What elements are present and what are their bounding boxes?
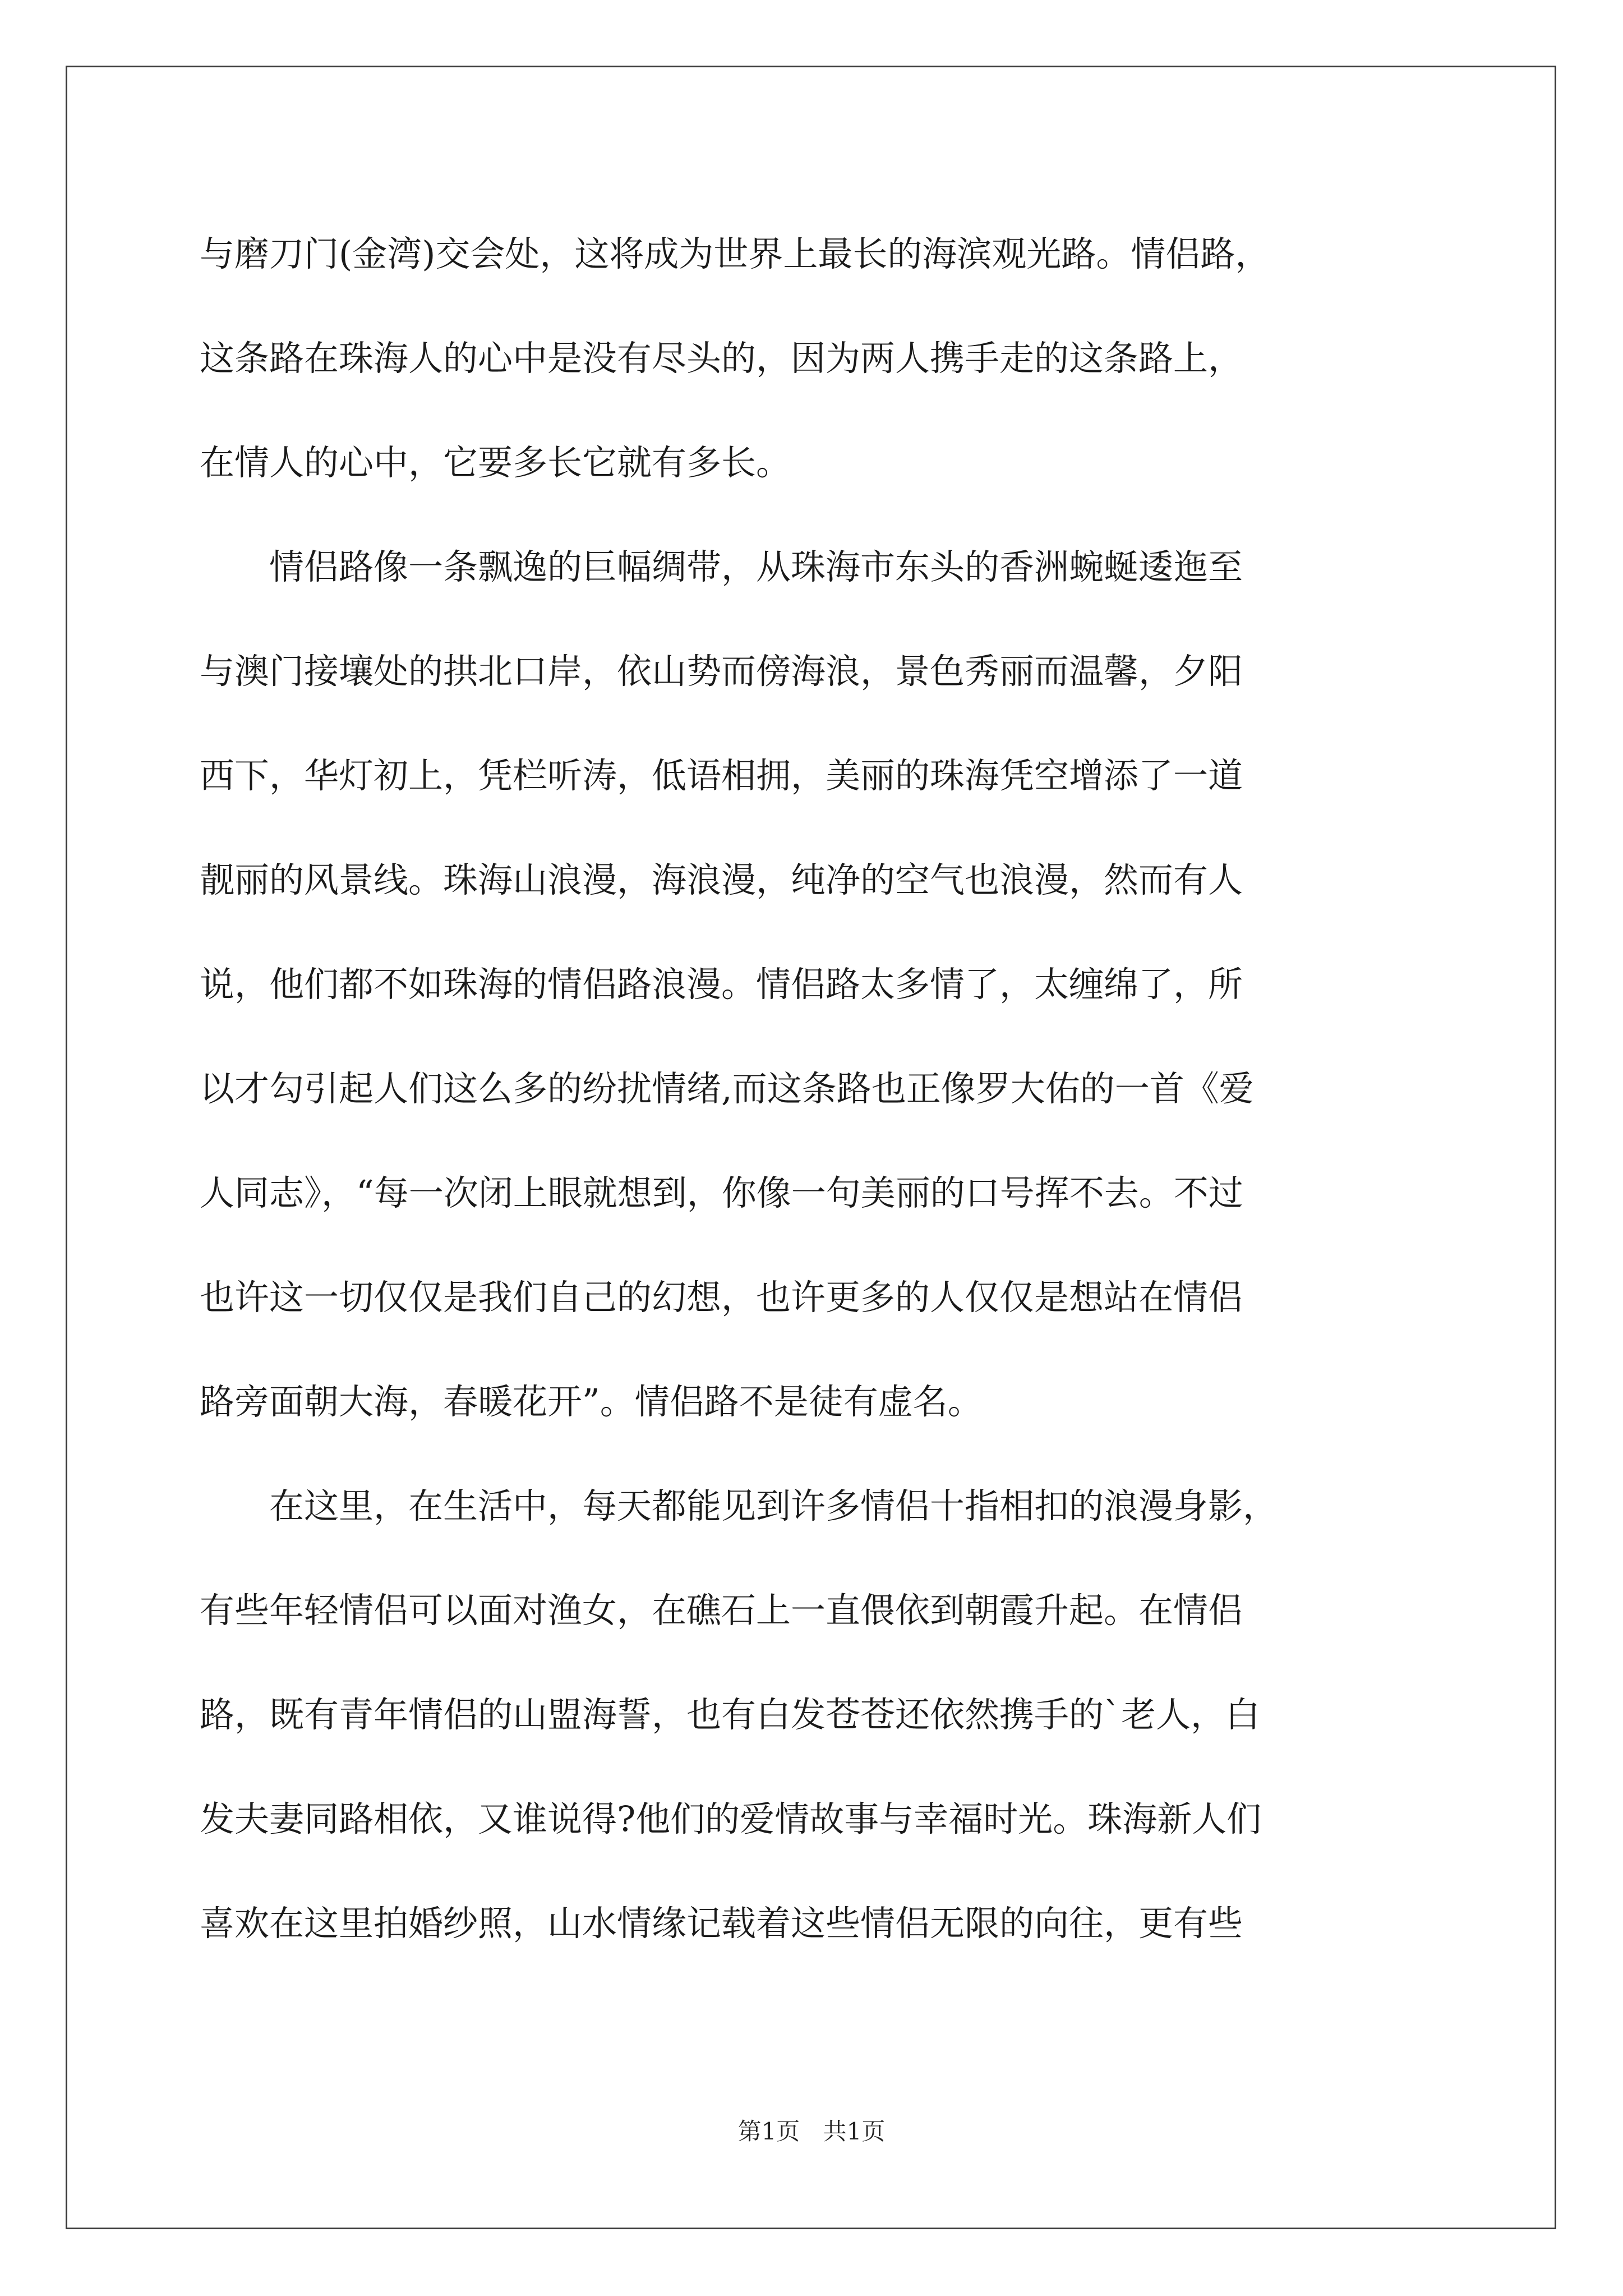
text-line: 在情人的心中，它要多长它就有多长。 [200,442,791,483]
text-line: 在这里，在生活中，每天都能见到许多情侣十指相扣的浪漫身影， [200,1485,1278,1526]
text-line: 靓丽的风景线。珠海山浪漫，海浪漫，纯净的空气也浪漫，然而有人 [200,859,1243,900]
text-line: 说，他们都不如珠海的情侣路浪漫。情侣路太多情了，太缠绵了，所 [200,964,1243,1005]
text-line: 这条路在珠海人的心中是没有尽头的，因为两人携手走的这条路上， [200,338,1243,379]
text-line: 情侣路像一条飘逸的巨幅绸带，从珠海市东头的香洲蜿蜒逶迤至 [200,546,1243,587]
text-line: 以才勾引起人们这么多的纷扰情绪,而这条路也正像罗大佑的一首《爱 [200,1068,1254,1109]
text-line: 喜欢在这里拍婚纱照，山水情缘记载着这些情侣无限的向往，更有些 [200,1903,1243,1944]
text-line: 也许这一切仅仅是我们自己的幻想，也许更多的人仅仅是想站在情侣 [200,1277,1243,1318]
page-footer [0,2115,1623,2148]
page-number: 第1页 [737,2118,800,2145]
text-line: 与磨刀门(金湾)交会处，这将成为世界上最长的海滨观光路。情侣路， [200,233,1270,274]
text-line: 路，既有青年情侣的山盟海誓，也有白发苍苍还依然携手的`老人，白 [200,1694,1261,1735]
text-line: 发夫妻同路相依，又谁说得?他们的爱情故事与幸福时光。珠海新人们 [200,1798,1262,1839]
text-line: 人同志》，“每一次闭上眼就想到，你像一句美丽的口号挥不去。不过 [200,1172,1243,1213]
text-line: 与澳门接壤处的拱北口岸，依山势而傍海浪，景色秀丽而温馨，夕阳 [200,651,1243,692]
document-body [200,202,1422,1976]
text-line: 有些年轻情侣可以面对渔女，在礁石上一直偎依到朝霞升起。在情侣 [200,1590,1243,1631]
text-line: 路旁面朝大海，春暖花开”。情侣路不是徒有虚名。 [200,1381,983,1422]
text-line: 西下，华灯初上，凭栏听涛，低语相拥，美丽的珠海凭空增添了一道 [200,755,1243,796]
page-total: 共1页 [823,2118,886,2145]
